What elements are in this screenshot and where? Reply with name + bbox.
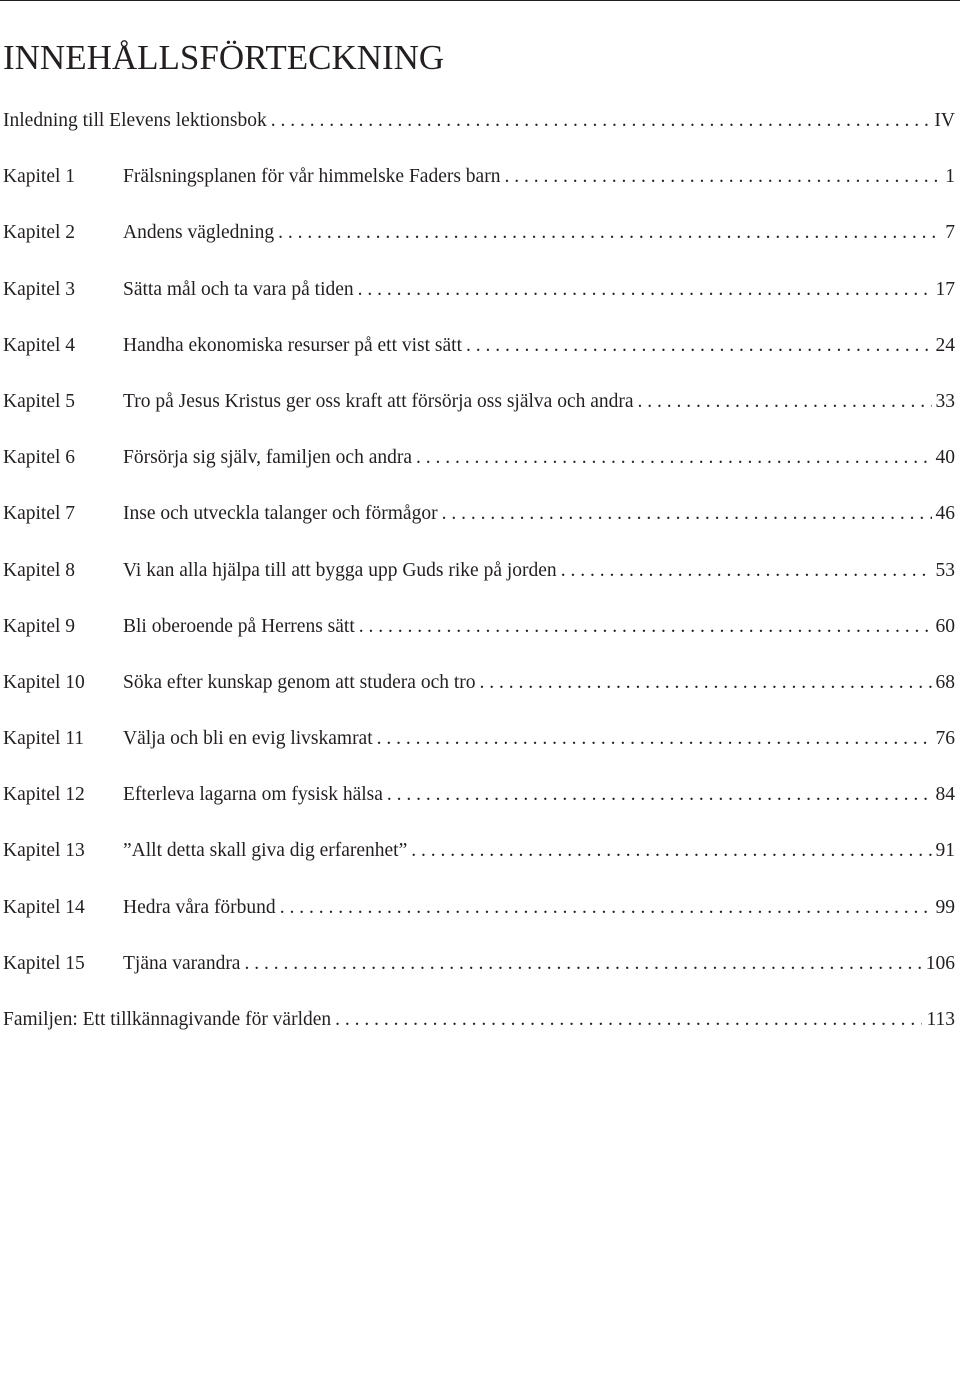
- dot-leader: [359, 608, 932, 646]
- dot-leader: [244, 945, 921, 983]
- toc-entry-intro[interactable]: [3, 102, 955, 158]
- toc-entry-title: Handha ekonomiska resurser på ett vist sätt: [123, 334, 462, 356]
- toc-page-number: 46: [935, 503, 955, 525]
- toc-entry-chapter-9[interactable]: [3, 608, 955, 664]
- toc-page-number: 60: [935, 615, 955, 637]
- toc-entry-chapter-3[interactable]: [3, 271, 955, 327]
- chapter-label: Kapitel 4: [3, 334, 76, 356]
- toc-page-number: 113: [926, 1009, 955, 1030]
- dot-leader: [416, 439, 932, 477]
- toc-page-number: 24: [935, 334, 955, 356]
- toc-entry-title: Bli oberoende på Herrens sätt: [123, 615, 355, 637]
- toc-entry-chapter-15[interactable]: [3, 945, 955, 1001]
- toc-page-number: 1: [945, 166, 955, 188]
- dot-leader: [411, 832, 931, 870]
- chapter-label: Kapitel 10: [3, 671, 85, 693]
- toc-entry-chapter-6[interactable]: [3, 439, 955, 495]
- toc-page-number: 106: [925, 952, 955, 974]
- toc-entry-title: Sätta mål och ta vara på tiden: [123, 278, 354, 300]
- dot-leader: [561, 552, 932, 590]
- chapter-label: Kapitel 3: [3, 278, 76, 300]
- toc-entry-title: Vi kan alla hjälpa till att bygga upp Guds rike på jorden: [123, 559, 557, 581]
- chapter-label: Kapitel 1: [3, 166, 76, 188]
- toc-entry-title: Inse och utveckla talanger och förmågor: [123, 503, 438, 525]
- toc-page-number: 68: [935, 671, 955, 693]
- toc-entry-chapter-12[interactable]: [3, 776, 955, 832]
- chapter-label: Kapitel 15: [3, 952, 85, 974]
- chapter-label: Kapitel 8: [3, 559, 76, 581]
- toc-entry-chapter-5[interactable]: [3, 383, 955, 439]
- dot-leader: [377, 720, 932, 758]
- toc-entry-chapter-2[interactable]: [3, 214, 955, 270]
- toc-entry-closing[interactable]: [3, 1001, 955, 1057]
- chapter-label: Kapitel 14: [3, 896, 85, 918]
- dot-leader: [271, 102, 931, 140]
- toc-entry-chapter-4[interactable]: [3, 327, 955, 383]
- toc-entry-title: Andens vägledning: [123, 222, 275, 244]
- toc-entry-title: Frälsningsplanen för vår himmelske Faders barn: [123, 166, 501, 188]
- table-of-contents: [3, 102, 955, 1057]
- toc-entry-chapter-7[interactable]: [3, 495, 955, 551]
- toc-entry-title: Hedra våra förbund: [123, 896, 276, 918]
- toc-entry-title: Tro på Jesus Kristus ger oss kraft att försörja oss själva och andra: [123, 390, 634, 412]
- dot-leader: [504, 158, 941, 196]
- top-rule: [0, 0, 960, 1]
- chapter-label: Kapitel 9: [3, 615, 76, 637]
- toc-page-number: 91: [935, 840, 955, 862]
- chapter-label: Kapitel 11: [3, 728, 85, 750]
- toc-page-number: 7: [945, 222, 955, 244]
- toc-page-number: 53: [935, 559, 955, 581]
- dot-leader: [278, 214, 941, 252]
- toc-entry-title: Söka efter kunskap genom att studera och tro: [123, 671, 476, 693]
- toc-entry-title: Tjäna varandra: [123, 952, 241, 974]
- toc-page-number: 76: [935, 728, 955, 750]
- toc-entry-title: ”Allt detta skall giva dig erfarenhet”: [123, 840, 408, 862]
- toc-page-number: 17: [935, 278, 955, 300]
- chapter-label: Kapitel 6: [3, 447, 76, 469]
- toc-entry-title: Efterleva lagarna om fysisk hälsa: [123, 784, 383, 806]
- toc-entry-title: Välja och bli en evig livskamrat: [123, 728, 373, 750]
- chapter-label: Kapitel 2: [3, 222, 76, 244]
- toc-page-number: 84: [935, 784, 955, 806]
- dot-leader: [387, 776, 932, 814]
- toc-entry-chapter-8[interactable]: [3, 552, 955, 608]
- chapter-label: Kapitel 13: [3, 840, 85, 862]
- dot-leader: [335, 1001, 922, 1039]
- toc-entry-chapter-14[interactable]: [3, 889, 955, 945]
- toc-entry-title: Inledning till Elevens lektionsbok: [3, 110, 267, 131]
- chapter-label: Kapitel 12: [3, 784, 85, 806]
- dot-leader: [480, 664, 932, 702]
- toc-entry-title: Familjen: Ett tillkännagivande för världen: [3, 1009, 332, 1030]
- dot-leader: [280, 889, 932, 927]
- toc-entry-chapter-13[interactable]: [3, 832, 955, 888]
- dot-leader: [358, 271, 932, 309]
- toc-page-number: 99: [935, 896, 955, 918]
- toc-page-number: IV: [934, 110, 955, 131]
- dot-leader: [442, 495, 932, 533]
- chapter-label: Kapitel 7: [3, 503, 76, 525]
- toc-entry-chapter-11[interactable]: [3, 720, 955, 776]
- chapter-label: Kapitel 5: [3, 390, 76, 412]
- dot-leader: [466, 327, 932, 365]
- toc-page-number: 33: [935, 390, 955, 412]
- toc-entry-chapter-10[interactable]: [3, 664, 955, 720]
- page-title: INNEHÅLLSFÖRTECKNING: [3, 38, 445, 77]
- dot-leader: [638, 383, 932, 421]
- toc-entry-chapter-1[interactable]: [3, 158, 955, 214]
- toc-entry-title: Försörja sig själv, familjen och andra: [123, 447, 412, 469]
- toc-page-number: 40: [935, 447, 955, 469]
